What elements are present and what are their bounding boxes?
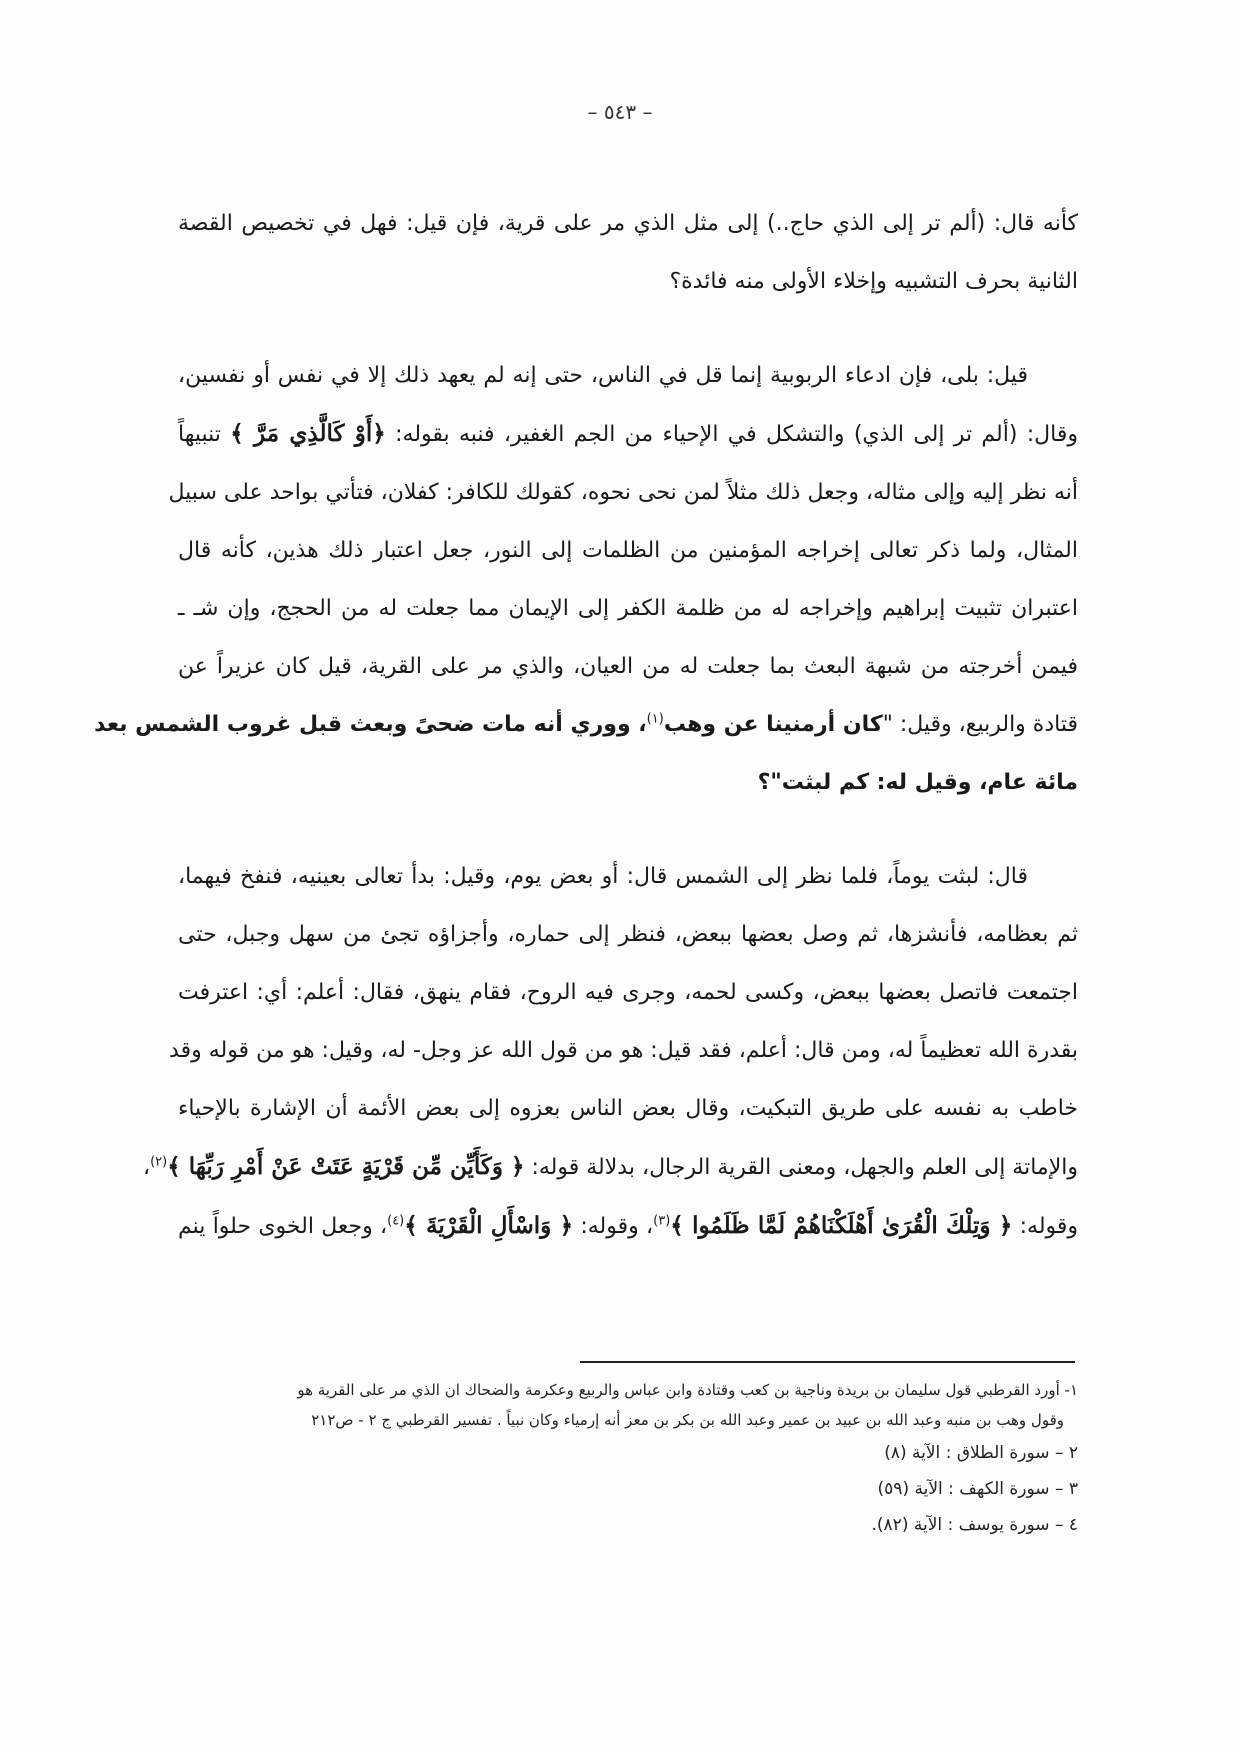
text-segment: وقال: (ألم تر إلى الذي) والتشكل في الإحياء من الجم الغفير، فنبه بقوله: — [395, 422, 1079, 447]
text-segment: والإماتة إلى العلم والجهل، ومعنى القرية الرجال، بدلالة قوله: — [531, 1155, 1078, 1180]
footnote-divider — [580, 1361, 1075, 1363]
text-line: المثال، ولما ذكر تعالى إخراجه المؤمنين من الظلمات إلى النور، جعل اعتبار ذلك هذين، كأنه قال — [178, 538, 1078, 563]
quran-verse: ﴿ وَكَأَيِّن مِّن قَرْيَةٍ عَتَتْ عَنْ أَمْرِ رَبِّهَا ﴾ — [167, 1153, 525, 1180]
footnote-ref-3[interactable]: (٣) — [653, 1213, 671, 1229]
footnote-ref-2[interactable]: (٢) — [150, 1154, 168, 1170]
text-line: ثم بعظامه، فأنشزها، ثم وصل بعضها ببعض، فنظر إلى حماره، وأجزاؤه تجئ من سهل وجبل، حتى — [178, 922, 1078, 947]
text-line: بقدرة الله تعظيماً له، ومن قال: أعلم، فقد قيل: هو من قول الله عز وجل- له، وقيل: هو من قوله وقد — [169, 1038, 1078, 1063]
text-segment: تنبيهاً — [178, 422, 221, 447]
footnote-1: ١- أورد القرطبي قول سليمان بن بريدة وناجية بن كعب وقتادة وابن عباس والربيع وعكرمة والضحاك ان الذي مر على القرية هو — [297, 1381, 1078, 1399]
text-line: خاطب به نفسه على طريق التبكيت، وقال بعض الناس بعزوه إلى بعض الأئمة أن الإشارة بالإحياء — [178, 1096, 1078, 1121]
text-line: الثانية بحرف التشبيه وإخلاء الأولى منه فائدة؟ — [669, 269, 1078, 294]
text-line: أنه نظر إليه وإلى مثاله، وجعل ذلك مثلاً لمن نحى نحوه، كقولك للكافر: كفلان، فتأتي بواحد على سبيل — [168, 480, 1078, 505]
footnote-ref-4[interactable]: (٤) — [387, 1213, 405, 1229]
footnote-2: ٢ – سورة الطلاق : الآية (٨) — [884, 1443, 1078, 1463]
bold-quote: ، ووري أنه مات ضحىً وبعث قبل غروب الشمس بعد — [94, 712, 647, 737]
text-line: قيل: بلى، فإن ادعاء الربوبية إنما قل في الناس، حتى إنه لم يعهد ذلك إلا في نفس أو نفسين، — [178, 363, 1028, 388]
paragraph-2 — [94, 347, 1079, 812]
text-segment: ، وجعل الخوى حلواً ينم — [178, 1214, 388, 1239]
text-line — [94, 696, 1078, 754]
body-text — [94, 195, 1079, 1292]
text-line — [142, 1138, 1078, 1197]
paragraph-3 — [142, 848, 1079, 1256]
text-segment: قتادة والربيع، وقيل: " — [882, 712, 1078, 737]
bold-quote: كان أرمنينا عن وهب — [663, 712, 883, 737]
text-line: فيمن أخرجته من شبهة البعث بما جعلت له من العيان، والذي مر على القرية، قيل كان عزيراً عن — [178, 654, 1078, 679]
text-segment: ، — [142, 1155, 151, 1180]
text-line: اعتبران تثبيت إبراهيم وإخراجه له من ظلمة الكفر إلى الإيمان مما جعلت له من الحجج، وإن شـ ـ — [178, 596, 1078, 621]
footnote-1-continued: وقول وهب بن منبه وعبد الله بن عبيد بن عمير وعبد الله بن بكر بن معز أنه إرمياء وكان نبياً . تفسير القرطبي ج ٢ - ص٢١٢ — [311, 1411, 1064, 1429]
quran-verse: ﴿أَوْ كَالَّذِي مَرَّ ﴾ — [230, 420, 386, 447]
paragraph-1 — [178, 195, 1078, 311]
text-line: اجتمعت فاتصل بعضها ببعض، وكسى لحمه، وجرى فيه الروح، فقام ينهق، فقال: أعلم: أي: اعترفت — [178, 980, 1078, 1005]
quran-verse: ﴿ وَاسْأَلِ الْقَرْيَةَ ﴾ — [404, 1212, 574, 1239]
footnotes — [178, 1375, 1078, 1543]
text-line: قال: لبثت يوماً، فلما نظر إلى الشمس قال: أو بعض يوم، وقيل: بدأ تعالى بعينيه، فنفخ فيهما، — [178, 864, 1028, 889]
text-segment: وقوله: — [1019, 1214, 1079, 1239]
text-line — [178, 1197, 1078, 1256]
page-number: – ٥٤٣ – — [587, 100, 653, 124]
footnote-4: ٤ – سورة يوسف : الآية (٨٢). — [871, 1515, 1078, 1535]
text-line: مائة عام، وقيل له: كم لبثت"؟ — [757, 770, 1078, 795]
footnote-3: ٣ – سورة الكهف : الآية (٥٩) — [877, 1479, 1078, 1499]
text-line — [178, 405, 1078, 464]
quran-verse: ﴿ وَتِلْكَ الْقُرَىٰ أَهْلَكْنَاهُمْ لَمَّا ظَلَمُوا ﴾ — [670, 1212, 1013, 1239]
text-segment: ، وقوله: — [580, 1214, 654, 1239]
footnote-ref-1[interactable]: (١) — [646, 711, 664, 727]
text-line: كأنه قال: (ألم تر إلى الذي حاج..) إلى مثل الذي مر على قرية، فإن قيل: فهل في تخصيص القصة — [178, 211, 1078, 236]
